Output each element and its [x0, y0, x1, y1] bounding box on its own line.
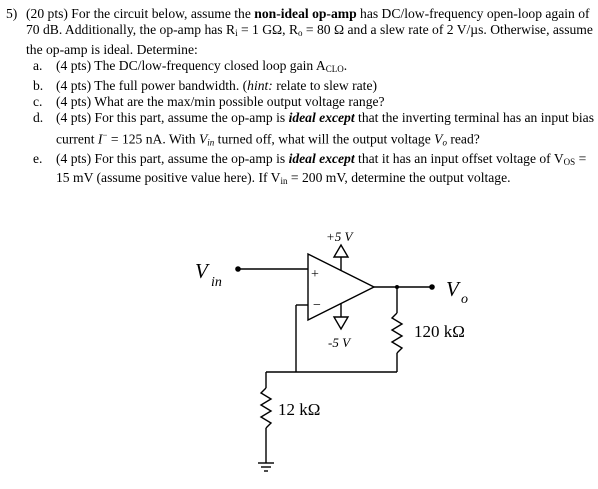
neg-supply-arrow: [334, 317, 348, 329]
ideal-except-emphasis: ideal except: [288, 150, 355, 166]
part-d-text: (4 pts) For this part, assume the op-amp is: [56, 110, 289, 126]
part-d-text-mid2: turned off, what will the output voltage: [214, 131, 435, 147]
part-letter: b.: [33, 77, 44, 93]
vo-label: V: [446, 277, 459, 301]
ideal-except-emphasis: ideal except: [288, 110, 355, 126]
part-letter: d.: [33, 110, 44, 126]
load-resistor: [392, 313, 402, 353]
vo-label-sub: o: [461, 292, 468, 307]
part-text: (4 pts) What are the max/min possible output voltage range?: [56, 94, 385, 110]
part-letter: e.: [33, 150, 43, 166]
bias-current-symbol: I: [97, 131, 103, 147]
minus-input-sign: −: [313, 298, 321, 313]
vo-node: [429, 284, 435, 290]
part-e-text-mid2: = 15 mV (assume positive value here). If V: [56, 150, 587, 186]
bias-current-value: = 125 nA. With: [107, 131, 199, 147]
part-letter: a.: [33, 58, 43, 74]
part-e-text: (4 pts) For this part, assume the op-amp is: [56, 150, 289, 166]
plus-input-sign: +: [311, 267, 319, 282]
hint-label: hint:: [247, 77, 273, 93]
intro-line2: Otherwise, assume the op-amp is ideal. Determine:: [26, 22, 593, 57]
vo-symbol: V: [434, 131, 443, 147]
load-resistor-label: 120 kΩ: [414, 322, 465, 341]
ri-subscript: i: [235, 28, 238, 39]
part-e-end: = 200 mV, determine the output voltage.: [287, 170, 511, 186]
ground-resistor: [261, 388, 271, 428]
vin-node: [235, 266, 241, 272]
pos-supply-arrow: [334, 245, 348, 257]
ground-icon: [258, 463, 274, 471]
output-junction: [395, 285, 399, 289]
vo-sub-text: o: [442, 137, 447, 148]
part-b-end: relate to slew rate): [272, 77, 378, 93]
ground-resistor-label: 12 kΩ: [278, 400, 321, 419]
part-d-text-mid: that the inverting terminal has an input bias current: [56, 110, 594, 147]
neg-supply-label: -5 V: [328, 335, 351, 350]
intro-text: (20 pts) For the circuit below, assume the: [26, 6, 255, 21]
bias-current-sup: −: [102, 129, 108, 140]
part-a-text: (4 pts) The DC/low-frequency closed loop gain A: [56, 58, 326, 74]
intro-specs: has DC/low-frequency open-loop again of 70 dB. Additionally, the op-amp has R: [26, 6, 590, 38]
vin-label: V: [195, 259, 208, 283]
vin-sub-text: in: [207, 137, 215, 148]
non-ideal-emphasis: non-ideal op-amp: [254, 6, 357, 21]
vin-subscript: in: [280, 176, 288, 187]
vin-symbol: V: [198, 131, 208, 147]
vos-subscript: OS: [563, 156, 576, 167]
ro-subscript: o: [298, 28, 303, 39]
part-d-end: read?: [446, 131, 480, 147]
vin-label-sub: in: [211, 275, 222, 290]
ri-value: = 1 GΩ, R: [237, 22, 299, 38]
pos-supply-label: +5 V: [326, 229, 353, 244]
ro-value: = 80 Ω and a slew rate of 2 V/µs.: [302, 22, 487, 38]
part-letter: c.: [33, 94, 43, 110]
part-e-text-mid: that it has an input offset voltage of V: [354, 150, 564, 166]
aclo-subscript: CLO: [325, 64, 344, 75]
question-number: 5): [6, 6, 18, 21]
part-b-text: (4 pts) The full power bandwidth. (: [56, 77, 248, 93]
part-a-end: .: [343, 58, 348, 74]
